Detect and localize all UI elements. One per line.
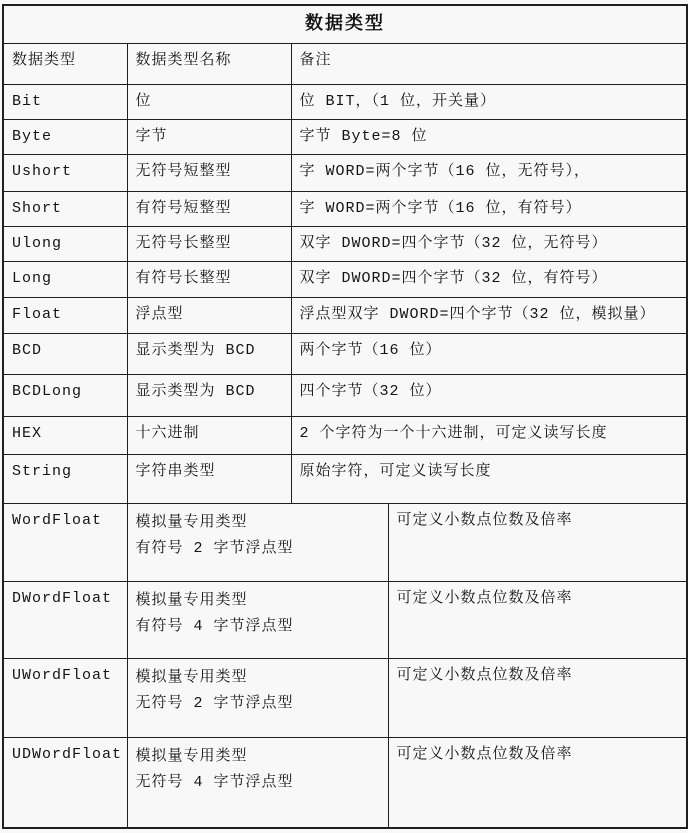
table-title: 数据类型	[3, 5, 687, 43]
cell-name: 位	[127, 84, 291, 119]
cell-type: String	[3, 454, 127, 503]
cell-type: Byte	[3, 119, 127, 154]
cell-name	[127, 737, 388, 828]
cell-name-line1: 模拟量专用类型	[135, 513, 248, 531]
cell-type: UWordFloat	[3, 658, 127, 737]
cell-remark: 双字 DWORD=四个字节（32 位，无符号）	[291, 226, 687, 261]
table-row	[3, 84, 687, 119]
cell-name: 显示类型为 BCD	[127, 333, 291, 374]
table-row	[3, 119, 687, 154]
cell-name	[127, 581, 388, 658]
cell-name: 有符号短整型	[127, 191, 291, 226]
table-row	[3, 154, 687, 191]
cell-type: HEX	[3, 416, 127, 454]
cell-name: 字节	[127, 119, 291, 154]
cell-remark: 2 个字符为一个十六进制，可定义读写长度	[291, 416, 687, 454]
cell-type: Ulong	[3, 226, 127, 261]
column-header-type: 数据类型	[3, 43, 127, 84]
cell-remark: 双字 DWORD=四个字节（32 位，有符号）	[291, 261, 687, 297]
cell-remark: 四个字节（32 位）	[291, 374, 687, 416]
cell-name: 浮点型	[127, 297, 291, 333]
cell-type: Float	[3, 297, 127, 333]
column-header-name: 数据类型名称	[127, 43, 291, 84]
cell-type: Long	[3, 261, 127, 297]
cell-remark: 可定义小数点位数及倍率	[388, 737, 687, 828]
cell-name	[127, 503, 388, 581]
table-row	[3, 261, 687, 297]
table-row	[3, 658, 687, 737]
cell-name-line1: 模拟量专用类型	[135, 668, 248, 686]
table-row	[3, 581, 687, 658]
cell-type: Short	[3, 191, 127, 226]
cell-remark: 可定义小数点位数及倍率	[388, 581, 687, 658]
cell-remark: 原始字符，可定义读写长度	[291, 454, 687, 503]
cell-name-line1: 模拟量专用类型	[135, 591, 248, 609]
cell-name: 无符号长整型	[127, 226, 291, 261]
table-row	[3, 191, 687, 226]
cell-name-line2: 无符号 2 字节浮点型	[135, 694, 294, 712]
table-title-row	[3, 5, 687, 43]
cell-remark: 可定义小数点位数及倍率	[388, 503, 687, 581]
cell-name: 无符号短整型	[127, 154, 291, 191]
cell-remark: 字节 Byte=8 位	[291, 119, 687, 154]
data-type-table	[2, 4, 688, 829]
table-row	[3, 297, 687, 333]
cell-type: BCDLong	[3, 374, 127, 416]
cell-name: 有符号长整型	[127, 261, 291, 297]
cell-name-line2: 无符号 4 字节浮点型	[135, 773, 294, 791]
table-row	[3, 737, 687, 828]
cell-remark: 字 WORD=两个字节（16 位，无符号），	[291, 154, 687, 191]
cell-remark: 字 WORD=两个字节（16 位，有符号）	[291, 191, 687, 226]
table-row	[3, 333, 687, 374]
cell-remark: 位 BIT，（1 位，开关量）	[291, 84, 687, 119]
table-row	[3, 226, 687, 261]
cell-name: 显示类型为 BCD	[127, 374, 291, 416]
cell-type: BCD	[3, 333, 127, 374]
table-row	[3, 454, 687, 503]
cell-remark: 可定义小数点位数及倍率	[388, 658, 687, 737]
cell-name-line2: 有符号 4 字节浮点型	[135, 617, 294, 635]
cell-remark: 两个字节（16 位）	[291, 333, 687, 374]
cell-name-line2: 有符号 2 字节浮点型	[135, 539, 294, 557]
table-header-row	[3, 43, 687, 84]
cell-type: WordFloat	[3, 503, 127, 581]
cell-name: 十六进制	[127, 416, 291, 454]
cell-type: UDWordFloat	[3, 737, 127, 828]
cell-remark: 浮点型双字 DWORD=四个字节（32 位，模拟量）	[291, 297, 687, 333]
cell-name-line1: 模拟量专用类型	[135, 747, 248, 765]
cell-name	[127, 658, 388, 737]
table-row	[3, 374, 687, 416]
cell-name: 字符串类型	[127, 454, 291, 503]
cell-type: Bit	[3, 84, 127, 119]
cell-type: DWordFloat	[3, 581, 127, 658]
cell-type: Ushort	[3, 154, 127, 191]
column-header-remark: 备注	[291, 43, 687, 84]
table-row	[3, 503, 687, 581]
table-row	[3, 416, 687, 454]
